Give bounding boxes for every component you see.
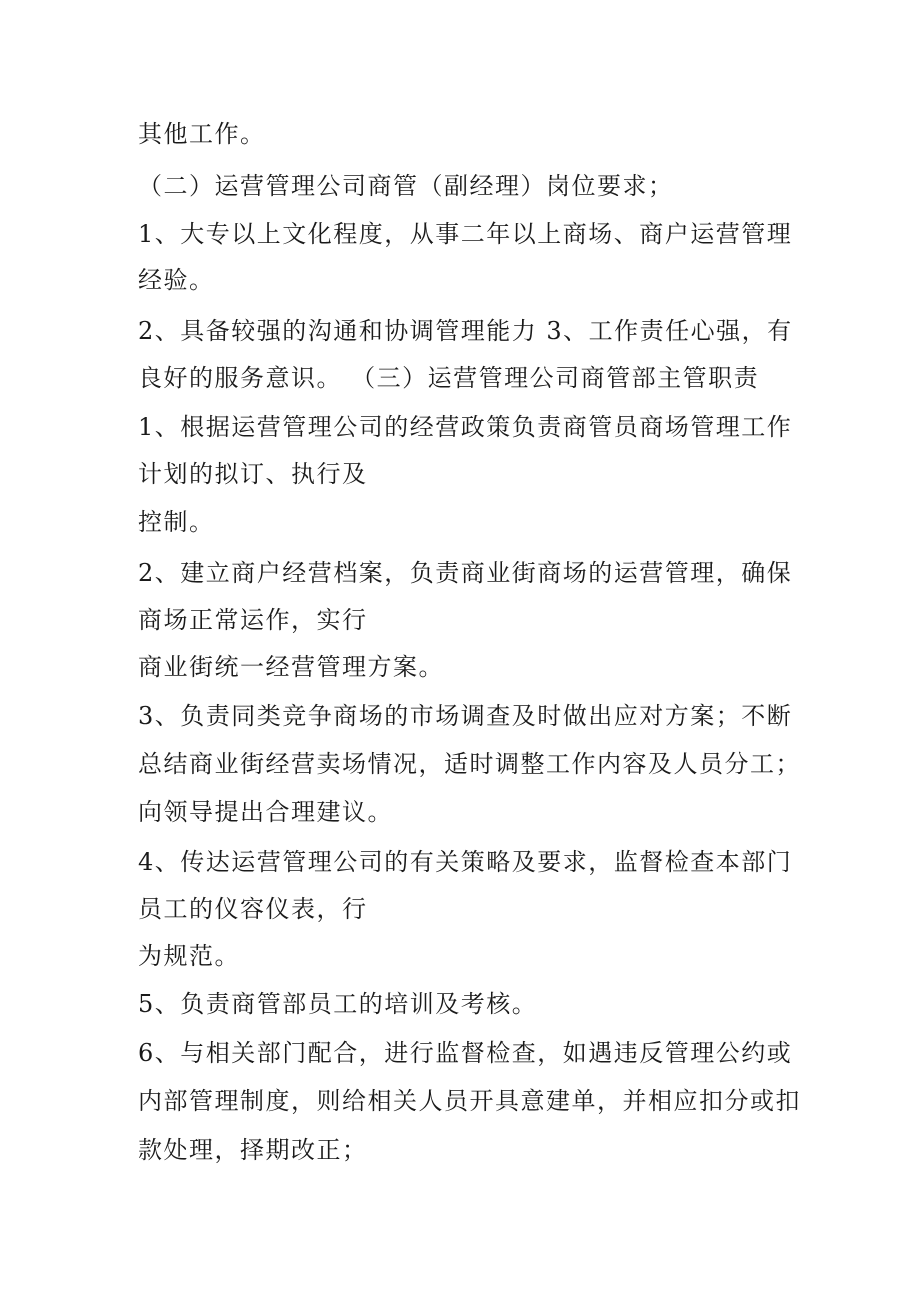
text-line: 商场正常运作，实行 xyxy=(138,606,368,634)
text-line: 向领导提出合理建议。 xyxy=(138,798,393,826)
text-line: 6、与相关部门配合，进行监督检查，如遇违反管理公约或 xyxy=(138,1039,793,1067)
text-line: 2、具备较强的沟通和协调管理能力 3、工作责任心强，有 xyxy=(138,317,793,345)
section-heading: （二）运营管理公司商管（副经理）岗位要求； xyxy=(138,172,674,200)
text-line: 1、根据运营管理公司的经营政策负责商管员商场管理工作 xyxy=(138,413,793,441)
text-line: 总结商业街经营卖场情况，适时调整工作内容及人员分工； xyxy=(138,750,801,778)
text-line: 5、负责商管部员工的培训及考核。 xyxy=(138,990,538,1018)
text-line: 经验。 xyxy=(138,266,215,294)
text-line: 2、建立商户经营档案，负责商业街商场的运营管理，确保 xyxy=(138,559,793,587)
text-line: 控制。 xyxy=(138,508,215,536)
text-line: 其他工作。 xyxy=(138,120,266,148)
text-line: 为规范。 xyxy=(138,942,240,970)
text-line: 良好的服务意识。 （三）运营管理公司商管部主管职责 xyxy=(138,364,760,392)
text-line: 1、大专以上文化程度，从事二年以上商场、商户运营管理 xyxy=(138,220,793,248)
text-line: 内部管理制度，则给相关人员开具意建单，并相应扣分或扣 xyxy=(138,1087,801,1115)
text-line: 员工的仪容仪表，行 xyxy=(138,895,368,923)
text-line: 商业街统一经营管理方案。 xyxy=(138,653,444,681)
text-line: 3、负责同类竞争商场的市场调查及时做出应对方案；不断 xyxy=(138,702,793,730)
text-line: 4、传达运营管理公司的有关策略及要求，监督检查本部门 xyxy=(138,848,793,876)
text-line: 款处理，择期改正； xyxy=(138,1136,368,1164)
text-line: 计划的拟订、执行及 xyxy=(138,460,368,488)
